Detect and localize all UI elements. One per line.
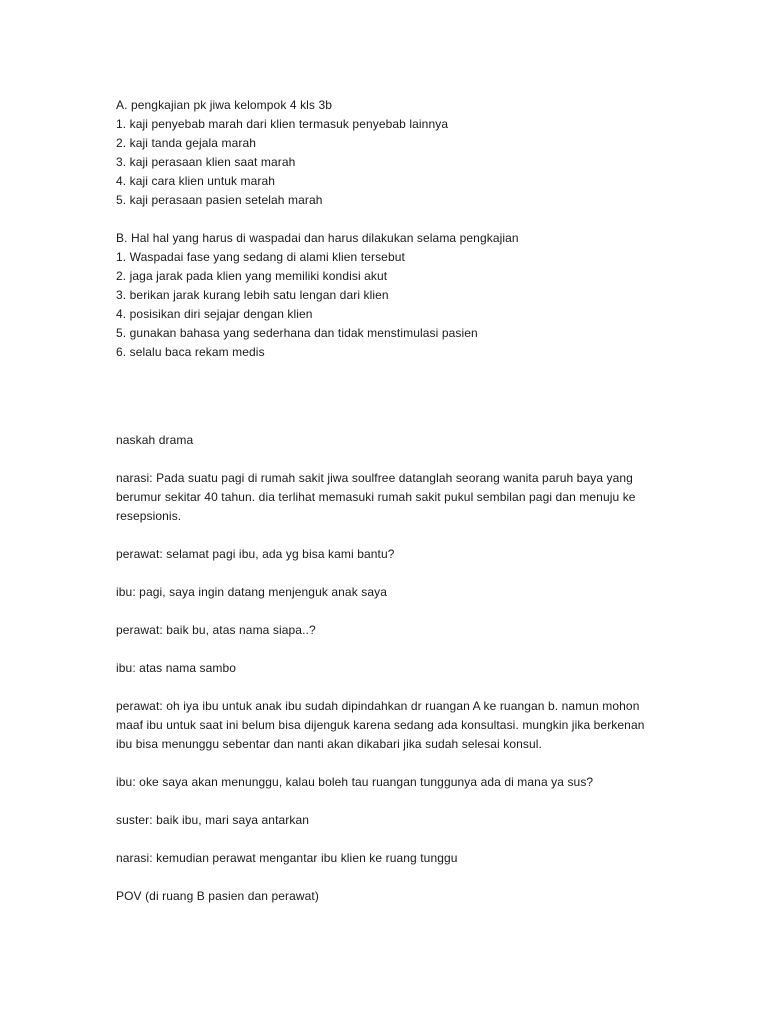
drama-paragraph <box>116 659 656 678</box>
drama-paragraph <box>116 887 656 906</box>
spacer <box>116 678 656 697</box>
spacer <box>116 564 656 583</box>
spacer <box>116 754 656 773</box>
spacer <box>116 602 656 621</box>
section-b-item: 3. berikan jarak kurang lebih satu lengan dari klien <box>116 288 389 302</box>
paragraph-line: ibu: pagi, saya ingin datang menjenguk anak saya <box>116 585 387 599</box>
spacer <box>116 210 656 229</box>
spacer <box>116 830 656 849</box>
paragraph-line: perawat: selamat pagi ibu, ada yg bisa kami bantu? <box>116 547 395 561</box>
paragraph-line: ibu: atas nama sambo <box>116 661 237 675</box>
document-body <box>116 96 656 906</box>
paragraph-line: perawat: baik bu, atas nama siapa..? <box>116 623 316 637</box>
spacer <box>116 868 656 887</box>
drama-title: naskah drama <box>116 433 194 447</box>
spacer <box>116 640 656 659</box>
section-b-item: 2. jaga jarak pada klien yang memiliki kondisi akut <box>116 269 388 283</box>
section-a-item: 2. kaji tanda gejala marah <box>116 136 257 150</box>
drama-paragraph <box>116 849 656 868</box>
section-a-item: 5. kaji perasaan pasien setelah marah <box>116 193 323 207</box>
drama-paragraph <box>116 621 656 640</box>
paragraph-line: ibu bisa menunggu sebentar dan nanti akan dikabari jika sudah selesai konsul. <box>116 737 542 751</box>
drama-paragraph <box>116 697 656 754</box>
paragraph-line: POV (di ruang B pasien dan perawat) <box>116 889 319 903</box>
section-a-item: 3. kaji perasaan klien saat marah <box>116 155 296 169</box>
section-b-item: 5. gunakan bahasa yang sederhana dan tidak menstimulasi pasien <box>116 326 478 340</box>
paragraph-line: perawat: oh iya ibu untuk anak ibu sudah dipindahkan dr ruangan A ke ruangan b. namun mohon <box>116 699 640 713</box>
section-b-item: 6. selalu baca rekam medis <box>116 345 265 359</box>
drama-paragraph <box>116 545 656 564</box>
section-a-item: 4. kaji cara klien untuk marah <box>116 174 276 188</box>
paragraph-line: ibu: oke saya akan menunggu, kalau boleh tau ruangan tunggunya ada di mana ya sus? <box>116 775 594 789</box>
drama-paragraph <box>116 773 656 792</box>
section-a-title: A. pengkajian pk jiwa kelompok 4 kls 3b <box>116 98 333 112</box>
paragraph-line: narasi: Pada suatu pagi di rumah sakit jiwa soulfree datanglah seorang wanita paruh baya yang <box>116 471 633 485</box>
section-b-item: 1. Waspadai fase yang sedang di alami klien tersebut <box>116 250 405 264</box>
paragraph-line: narasi: kemudian perawat mengantar ibu klien ke ruang tunggu <box>116 851 458 865</box>
paragraph-line: resepsionis. <box>116 509 182 523</box>
drama-paragraph <box>116 811 656 830</box>
section-a-item: 1. kaji penyebab marah dari klien termasuk penyebab lainnya <box>116 117 449 131</box>
paragraph-line: maaf ibu untuk saat ini belum bisa dijenguk karena sedang ada konsultasi. mungkin jika berkenan <box>116 718 645 732</box>
drama-paragraph <box>116 583 656 602</box>
drama-paragraph <box>116 469 656 526</box>
spacer <box>116 792 656 811</box>
section-b-item: 4. posisikan diri sejajar dengan klien <box>116 307 313 321</box>
spacer <box>116 362 656 431</box>
spacer <box>116 526 656 545</box>
paragraph-line: berumur sekitar 40 tahun. dia terlihat memasuki rumah sakit pukul sembilan pagi dan menuju ke <box>116 490 636 504</box>
section-b-title: B. Hal hal yang harus di waspadai dan harus dilakukan selama pengkajian <box>116 231 519 245</box>
spacer <box>116 450 656 469</box>
paragraph-line: suster: baik ibu, mari saya antarkan <box>116 813 310 827</box>
